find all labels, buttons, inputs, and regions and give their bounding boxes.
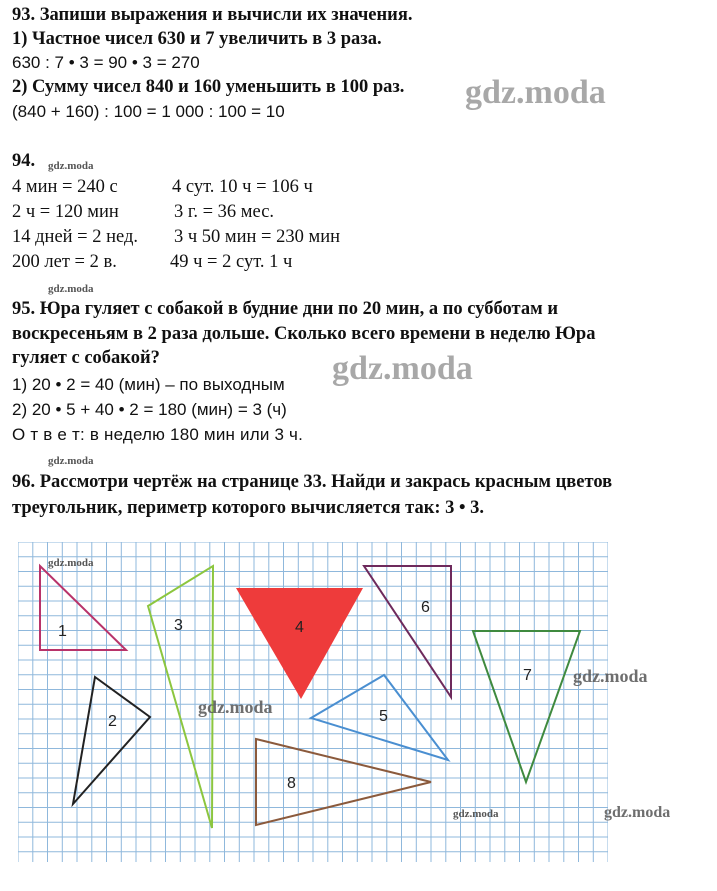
conversion-row-1-left: 4 мин = 240 с bbox=[12, 177, 118, 197]
watermark-large: gdz.moda bbox=[465, 74, 606, 111]
problem-95-answer: О т в е т: в неделю 180 мин или 3 ч. bbox=[12, 425, 304, 444]
watermark-small: gdz.moda bbox=[48, 557, 94, 569]
problem-95-step-2: 2) 20 • 5 + 40 • 2 = 180 (мин) = 3 (ч) bbox=[12, 400, 287, 419]
triangle-4-filled bbox=[236, 588, 363, 699]
conversion-row-3-right: 3 ч 50 мин = 230 мин bbox=[174, 227, 341, 247]
problem-96-question-line-1: 96. Рассмотри чертёж на странице 33. Найди и закрась красным цветов bbox=[12, 472, 613, 492]
triangle-4-label: 4 bbox=[295, 619, 304, 636]
problem-93-question-1: 1) Частное чисел 630 и 7 увеличить в 3 раза. bbox=[12, 29, 382, 49]
problem-95-question-line-2: воскресеньям в 2 раза дольше. Сколько всего времени в неделю Юра bbox=[12, 324, 596, 344]
triangle-2-label: 2 bbox=[108, 713, 117, 730]
problem-93-title: 93. Запиши выражения и вычисли их значения. bbox=[12, 5, 413, 25]
conversion-row-2-left: 2 ч = 120 мин bbox=[12, 202, 119, 222]
watermark-small: gdz.moda bbox=[48, 455, 94, 467]
watermark-small: gdz.moda bbox=[453, 808, 499, 820]
problem-95-step-1: 1) 20 • 2 = 40 (мин) – по выходным bbox=[12, 375, 285, 394]
problem-95-question-line-3: гуляет с собакой? bbox=[12, 348, 160, 368]
watermark-medium: gdz.moda bbox=[604, 804, 671, 821]
problem-94-title: 94. bbox=[12, 151, 36, 171]
problem-93-question-2: 2) Сумму чисел 840 и 160 уменьшить в 100 раз. bbox=[12, 77, 405, 97]
conversion-row-2-right: 3 г. = 36 мес. bbox=[174, 202, 275, 222]
triangle-3-label: 3 bbox=[174, 617, 183, 634]
conversion-row-3-left: 14 дней = 2 нед. bbox=[12, 227, 139, 247]
problem-95-question-line-1: 95. Юра гуляет с собакой в будние дни по 20 мин, а по субботам и bbox=[12, 299, 558, 319]
watermark-large: gdz.moda bbox=[332, 350, 473, 387]
triangle-1 bbox=[40, 566, 126, 650]
triangle-5-label: 5 bbox=[379, 708, 388, 725]
triangles-figure bbox=[18, 542, 608, 862]
conversion-row-1-right: 4 сут. 10 ч = 106 ч bbox=[172, 177, 313, 197]
triangle-6 bbox=[364, 566, 451, 697]
triangle-8 bbox=[256, 739, 431, 825]
triangle-6-label: 6 bbox=[421, 599, 430, 616]
watermark-medium: gdz.moda bbox=[573, 666, 648, 686]
problem-93-answer-2: (840 + 160) : 100 = 1 000 : 100 = 10 bbox=[12, 102, 285, 121]
problem-96-question-line-2: треугольник, периметр которого вычисляется так: 3 • 3. bbox=[12, 498, 485, 518]
watermark-small: gdz.moda bbox=[48, 160, 94, 172]
triangle-2 bbox=[73, 677, 150, 804]
triangle-8-label: 8 bbox=[287, 775, 296, 792]
triangle-1-label: 1 bbox=[58, 623, 67, 640]
conversion-row-4-left: 200 лет = 2 в. bbox=[12, 252, 117, 272]
conversion-row-4-right: 49 ч = 2 сут. 1 ч bbox=[170, 252, 293, 272]
watermark-medium: gdz.moda bbox=[198, 697, 273, 717]
problem-93-answer-1: 630 : 7 • 3 = 90 • 3 = 270 bbox=[12, 53, 200, 72]
watermark-small: gdz.moda bbox=[48, 283, 94, 295]
triangle-7-label: 7 bbox=[523, 667, 532, 684]
